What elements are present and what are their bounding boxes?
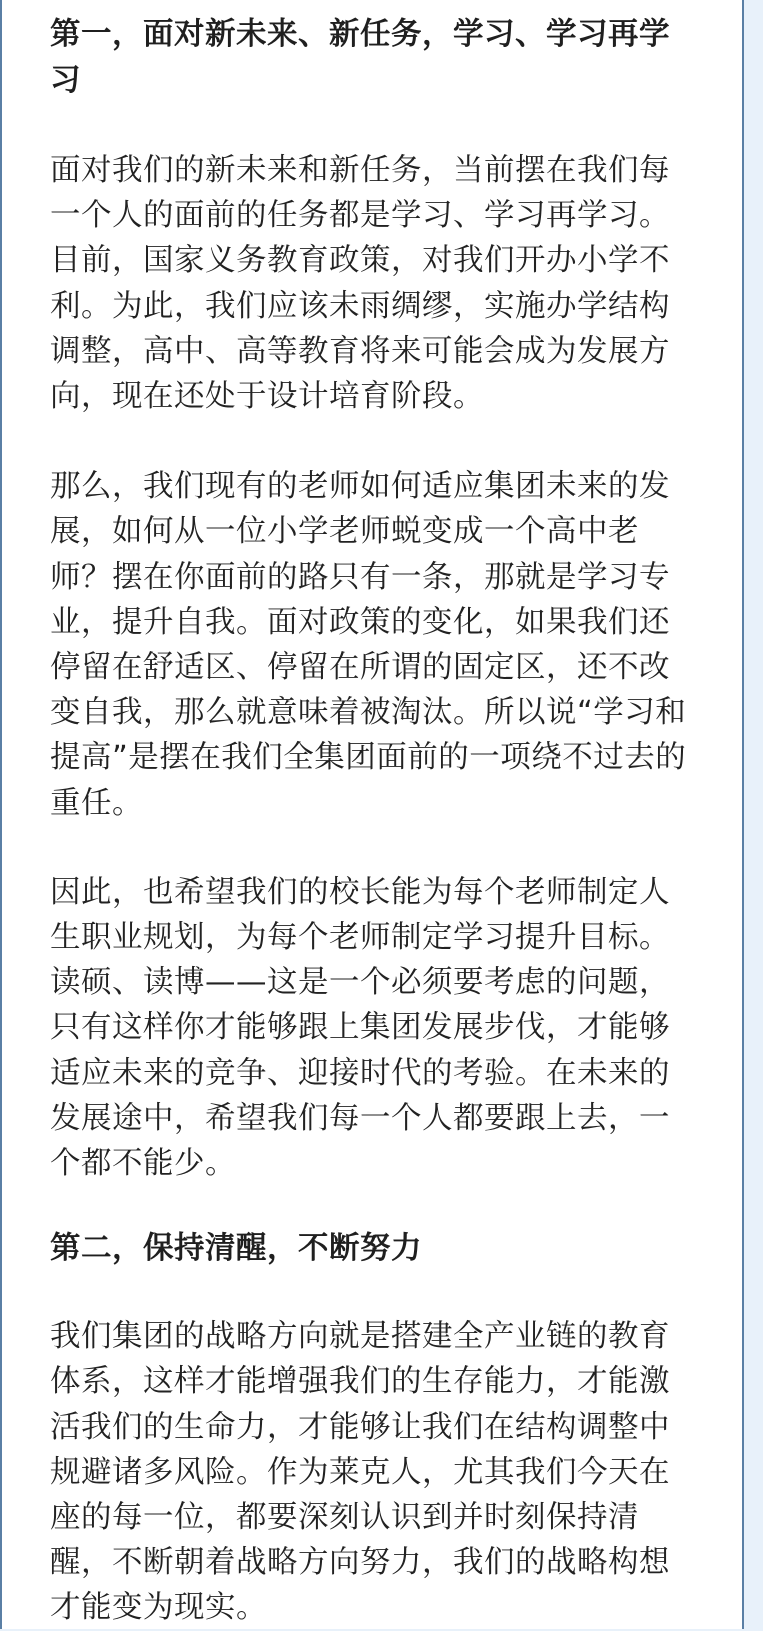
article-paragraph-3: 因此，也希望我们的校长能为每个老师制定人生职业规划，为每个老师制定学习提升目标。读硕、读博——这是一个必须要考虑的问题，只有这样你才能够跟上集团发展步伐，才能够适应未来的竞争、迎接时代的考验。在未来的发展途中，希望我们每一个人都要跟上去，一个都不能少。	[50, 874, 670, 1182]
article-paragraph-4: 我们集团的战略方向就是搭建全产业链的教育体系，这样才能增强我们的生存能力，才能激活我们的生命力，才能够让我们在结构调整中规避诸多风险。作为莱克人，尤其我们今天在座的每一位，都要深刻认识到并时刻保持清醒，不断朝着战略方向努力，我们的战略构想才能变为现实。	[50, 1319, 670, 1626]
article-paragraph-2: 那么，我们现有的老师如何适应集团未来的发展，如何从一位小学老师蜕变成一个高中老师？摆在你面前的路只有一条，那就是学习专业，提升自我。面对政策的变化，如果我们还停留在舒适区、停留在所谓的固定区，还不改变自我，那么就意味着被淘汰。所以说“学习和提高”是摆在我们全集团面前的一项绕不过去的重任。	[50, 469, 687, 821]
page-margin-strip	[744, 0, 763, 1629]
section-heading-1: 第一，面对新未来、新任务，学习、学习再学习	[50, 17, 670, 98]
section-heading-2: 第二，保持清醒，不断努力	[50, 1231, 422, 1267]
article-body	[50, 12, 700, 1631]
article-paragraph-1: 面对我们的新未来和新任务，当前摆在我们每一个人的面前的任务都是学习、学习再学习。目前，国家义务教育政策，对我们开办小学不利。为此，我们应该未雨绸缪，实施办学结构调整，高中、高等教育将来可能会成为发展方向，现在还处于设计培育阶段。	[50, 153, 670, 415]
